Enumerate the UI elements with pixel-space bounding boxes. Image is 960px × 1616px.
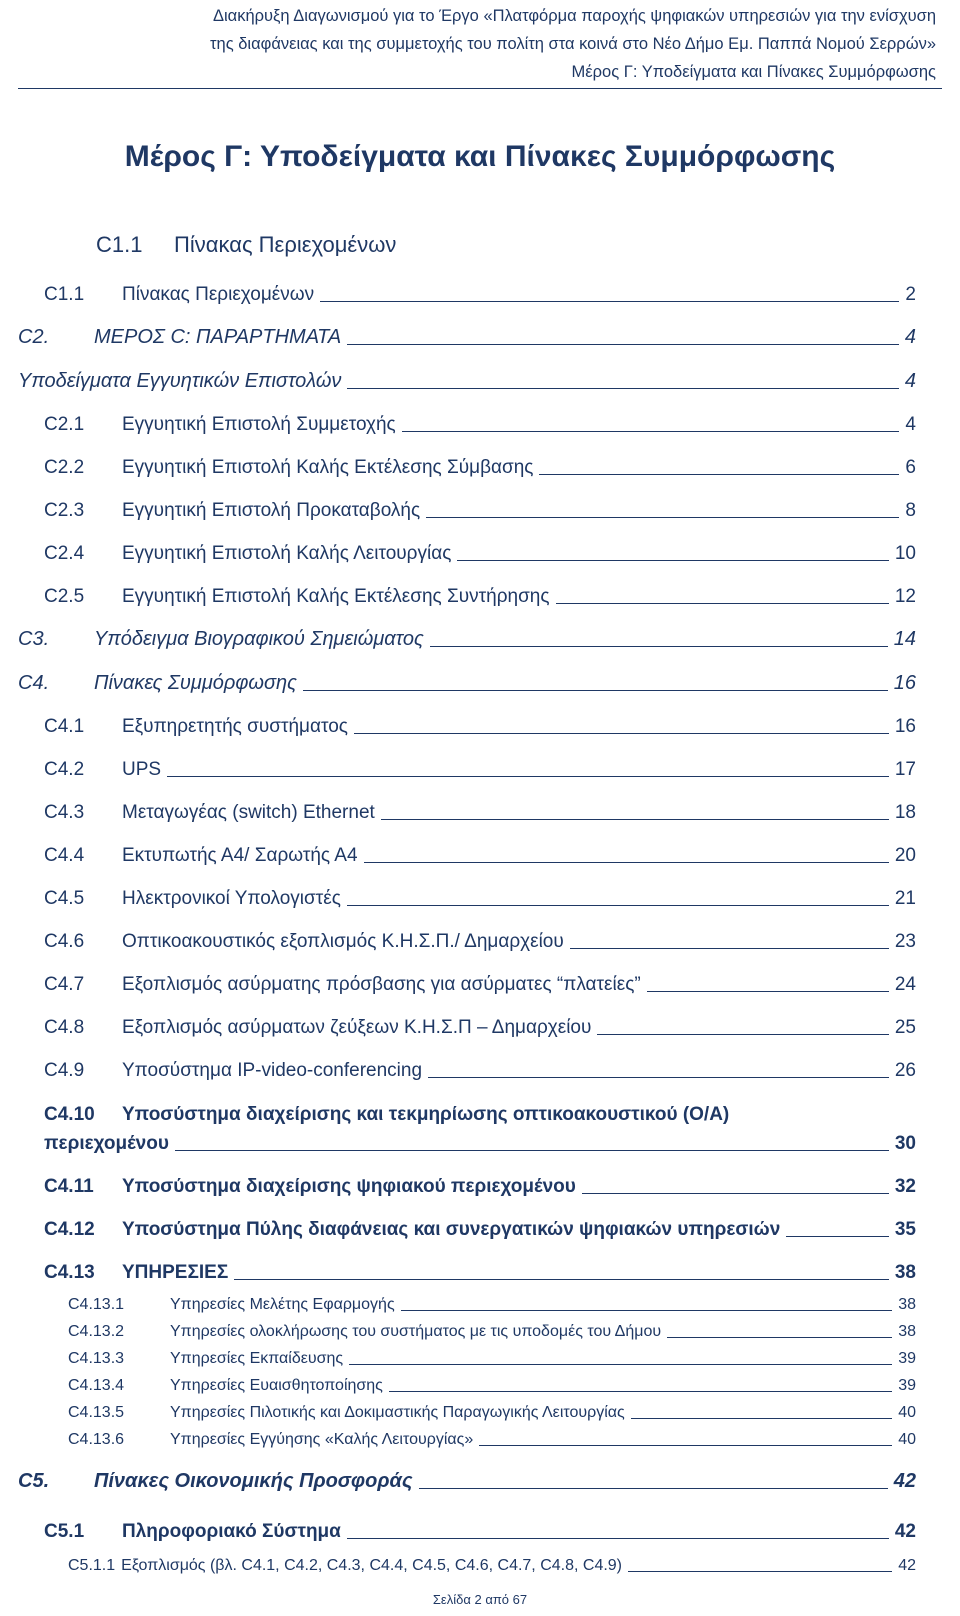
toc-entry[interactable] — [44, 1017, 916, 1039]
toc-entry-number: C4. — [18, 672, 50, 694]
toc-entry[interactable] — [44, 500, 916, 522]
toc-leader — [539, 474, 899, 475]
toc-entry-page: 4 — [904, 326, 916, 348]
toc-entry[interactable] — [44, 1262, 916, 1284]
toc-entry-label: Εγγυητική Επιστολή Καλής Λειτουργίας — [122, 543, 452, 564]
toc-entry-number: C2.3 — [44, 500, 85, 521]
toc-entry-label: Υποσύστημα Πύλης διαφάνειας και συνεργατικών ψηφιακών υπηρεσιών — [122, 1219, 781, 1240]
toc-entry-label: Υπηρεσίες Ευαισθητοποίησης — [170, 1377, 383, 1394]
toc-leader — [347, 905, 889, 906]
toc-leader — [667, 1337, 892, 1338]
toc-leader — [354, 733, 889, 734]
toc-entry[interactable] — [44, 759, 916, 781]
toc-entry-number: C4.13.3 — [68, 1350, 125, 1367]
toc-leader — [631, 1418, 892, 1419]
toc-entry[interactable] — [44, 1176, 916, 1198]
toc-entry-number: C4.13.4 — [68, 1377, 125, 1394]
toc-entry[interactable] — [44, 802, 916, 824]
toc-heading-number: C1.1 — [96, 232, 143, 257]
toc-entry-number: C2. — [18, 326, 50, 348]
toc-entry-label: Εγγυητική Επιστολή Συμμετοχής — [122, 414, 396, 435]
toc-entry-page: 38 — [898, 1323, 916, 1340]
toc-entry[interactable] — [44, 586, 916, 608]
toc-entry-page: 8 — [905, 500, 916, 521]
toc-entry-number: C4.7 — [44, 974, 85, 995]
toc-leader — [457, 560, 889, 561]
toc-entry[interactable] — [68, 1431, 916, 1449]
toc-leader — [556, 603, 889, 604]
toc-entry-label: Εγγυητική Επιστολή Προκαταβολής — [122, 500, 421, 521]
toc-entry[interactable] — [18, 628, 916, 651]
toc-entry[interactable] — [44, 414, 916, 436]
toc-leader — [320, 301, 899, 302]
toc-leader — [381, 819, 889, 820]
toc-leader — [175, 1150, 889, 1151]
toc-entry[interactable] — [44, 931, 916, 953]
toc-entry-wrapped[interactable] — [44, 1104, 729, 1126]
toc-entry-page: 23 — [894, 931, 916, 952]
toc-entry-page: 20 — [894, 845, 916, 866]
toc-entry-number: C4.13.1 — [68, 1296, 125, 1313]
toc-entry-page: 16 — [894, 716, 916, 737]
toc-entry-label: Υποσύστημα διαχείρισης ψηφιακού περιεχομένου — [122, 1176, 576, 1197]
toc-entry-label: Ηλεκτρονικοί Υπολογιστές — [122, 888, 341, 909]
toc-entry-number: C4.13 — [44, 1262, 95, 1283]
toc-leader — [303, 690, 888, 691]
toc-entry-label: ΥΠΗΡΕΣΙΕΣ — [122, 1262, 229, 1283]
toc-entry[interactable] — [68, 1296, 916, 1314]
toc-entry-page: 26 — [894, 1060, 916, 1081]
toc-entry-page: 35 — [894, 1219, 916, 1240]
toc-entry-label: Υπηρεσίες Εγγύησης «Καλής Λειτουργίας» — [170, 1431, 474, 1448]
toc-entry-page: 39 — [898, 1350, 916, 1367]
header-line-2: της διαφάνειας και της συμμετοχής του πολίτη στα κοινά στο Νέο Δήμο Εμ. Παππά Νομού Σερρών» — [210, 35, 936, 53]
toc-leader — [349, 1364, 892, 1365]
toc-leader — [597, 1034, 888, 1035]
toc-entry-page: 39 — [898, 1377, 916, 1394]
toc-entry-number: C4.3 — [44, 802, 85, 823]
toc-entry[interactable] — [68, 1377, 916, 1395]
toc-entry[interactable] — [68, 1557, 916, 1575]
toc-entry-number: C2.1 — [44, 414, 85, 435]
toc-entry-number: C4.13.2 — [68, 1323, 125, 1340]
toc-entry-number: C4.13.6 — [68, 1431, 125, 1448]
toc-entry[interactable] — [44, 888, 916, 910]
toc-entry-label: Οπτικοακουστικός εξοπλισμός Κ.Η.Σ.Π./ Δημαρχείου — [122, 931, 564, 952]
toc-leader — [364, 862, 889, 863]
page-title: Μέρος Γ: Υποδείγματα και Πίνακες Συμμόρφωσης — [124, 140, 836, 173]
toc-entry-page: 12 — [894, 586, 916, 607]
toc-entry[interactable] — [18, 326, 916, 349]
toc-leader — [347, 388, 898, 389]
toc-entry[interactable] — [18, 1470, 916, 1493]
toc-entry-page: 18 — [894, 802, 916, 823]
toc-entry-number: C4.4 — [44, 845, 85, 866]
toc-entry-label: UPS — [122, 759, 162, 780]
toc-entry-number: C1.1 — [44, 284, 85, 305]
toc-entry-number: C4.6 — [44, 931, 85, 952]
toc-entry[interactable] — [44, 284, 916, 306]
toc-entry-number: C4.12 — [44, 1219, 95, 1240]
toc-entry-page: 10 — [894, 543, 916, 564]
header-line-3: Μέρος Γ: Υποδείγματα και Πίνακες Συμμόρφωσης — [571, 63, 936, 81]
toc-entry[interactable] — [44, 845, 916, 867]
toc-entry-number: C3. — [18, 628, 50, 650]
toc-entry-number: C4.10 — [44, 1104, 95, 1125]
toc-entry-label: Πληροφοριακό Σύστημα — [122, 1521, 341, 1542]
toc-entry-page: 4 — [904, 370, 916, 392]
toc-leader — [389, 1391, 892, 1392]
toc-entry-page: 16 — [893, 672, 916, 694]
header-line-1: Διακήρυξη Διαγωνισμού για το Έργο «Πλατφόρμα παροχής ψηφιακών υπηρεσιών για την ενίσχυση — [212, 7, 936, 25]
toc-entry-page: 40 — [898, 1404, 916, 1421]
toc-entry-page: 40 — [898, 1431, 916, 1448]
toc-entry-label: Πίνακες Οικονομικής Προσφοράς — [94, 1470, 413, 1492]
toc-leader — [419, 1488, 888, 1489]
toc-entry-number: C5. — [18, 1470, 50, 1492]
toc-entry-number: C2.5 — [44, 586, 85, 607]
toc-entry-number: C4.11 — [44, 1176, 94, 1197]
toc-leader — [570, 948, 889, 949]
toc-leader — [167, 776, 889, 777]
toc-entry-page: 42 — [894, 1521, 916, 1542]
toc-leader — [430, 646, 888, 647]
toc-entry-page: 42 — [898, 1557, 916, 1574]
toc-entry[interactable] — [68, 1404, 916, 1422]
toc-entry-label: Πίνακας Περιεχομένων — [122, 284, 315, 305]
toc-entry-label: Εγγυητική Επιστολή Καλής Εκτέλεσης Συντήρησης — [122, 586, 550, 607]
toc-entry-page: 24 — [894, 974, 916, 995]
toc-entry-number: C5.1 — [44, 1521, 85, 1542]
toc-entry-label: Υποσύστημα διαχείρισης και τεκμηρίωσης οπτικοακουστικού (Ο/Α) — [122, 1104, 730, 1125]
toc-leader — [234, 1279, 889, 1280]
page-footer: Σελίδα 2 από 67 — [432, 1592, 528, 1607]
toc-entry-label: Εκτυπωτής Α4/ Σαρωτής Α4 — [122, 845, 358, 866]
toc-entry[interactable] — [44, 1060, 916, 1082]
toc-entry-continuation[interactable] — [44, 1133, 916, 1155]
toc-leader — [479, 1445, 892, 1446]
toc-entry-number: C4.13.5 — [68, 1404, 125, 1421]
toc-entry-label: Εξοπλισμός ασύρματης πρόσβασης για ασύρματες “πλατείες” — [122, 974, 641, 995]
toc-entry[interactable] — [44, 457, 916, 479]
toc-entry-label: Υπόδειγμα Βιογραφικού Σημειώματος — [94, 628, 424, 650]
toc-leader — [428, 1077, 889, 1078]
toc-entry-number: C2.4 — [44, 543, 85, 564]
toc-entry-number: C2.2 — [44, 457, 85, 478]
toc-entry-page: 14 — [893, 628, 916, 650]
toc-leader — [786, 1236, 889, 1237]
toc-entry-label: Υπηρεσίες Μελέτης Εφαρμογής — [170, 1296, 395, 1313]
toc-entry[interactable] — [18, 370, 916, 393]
toc-entry-page: 17 — [894, 759, 916, 780]
toc-entry[interactable] — [44, 1219, 916, 1241]
toc-entry-number: C4.1 — [44, 716, 85, 737]
toc-entry[interactable] — [44, 716, 916, 738]
toc-entry[interactable] — [44, 543, 916, 565]
toc-heading-label: Πίνακας Περιεχομένων — [174, 232, 397, 257]
toc-entry[interactable] — [44, 974, 916, 996]
toc-entry-page: 32 — [894, 1176, 916, 1197]
toc-entry-number: C4.9 — [44, 1060, 85, 1081]
toc-entry[interactable] — [18, 672, 916, 695]
toc-entry-label-continued: περιεχομένου — [44, 1133, 169, 1154]
toc-leader — [582, 1193, 889, 1194]
toc-entry-label: Μεταγωγέας (switch) Ethernet — [122, 802, 375, 823]
toc-entry-page: 2 — [905, 284, 916, 305]
toc-entry-label: ΜΕΡΟΣ C: ΠΑΡΑΡΤΗΜΑΤΑ — [94, 326, 342, 348]
toc-entry[interactable] — [68, 1323, 916, 1341]
toc-entry-label: Υποδείγματα Εγγυητικών Επιστολών — [18, 370, 342, 392]
toc-leader — [628, 1571, 892, 1572]
toc-entry-page: 38 — [894, 1262, 916, 1283]
toc-entry-page: 38 — [898, 1296, 916, 1313]
toc-entry-number: C4.2 — [44, 759, 85, 780]
toc-entry-label: Εξοπλισμός ασύρματων ζεύξεων Κ.Η.Σ.Π – Δημαρχείου — [122, 1017, 592, 1038]
toc-leader — [347, 344, 899, 345]
toc-entry-page: 21 — [894, 888, 916, 909]
toc-entry-label: Υπηρεσίες ολοκλήρωσης του συστήματος με τις υποδομές του Δήμου — [170, 1323, 662, 1340]
toc-entry-label: Εγγυητική Επιστολή Καλής Εκτέλεσης Σύμβασης — [122, 457, 534, 478]
toc-entry-page: 6 — [905, 457, 916, 478]
toc-entry-label: Υπηρεσίες Εκπαίδευσης — [170, 1350, 344, 1367]
toc-entry-label: Εξυπηρετητής συστήματος — [122, 716, 348, 737]
toc-entry[interactable] — [68, 1350, 916, 1368]
toc-entry-label: Εξοπλισμός (βλ. C4.1, C4.2, C4.3, C4.4, C4.5, C4.6, C4.7, C4.8, C4.9) — [121, 1557, 623, 1574]
toc-entry-label: Πίνακες Συμμόρφωσης — [94, 672, 297, 694]
toc-entry-page: 30 — [894, 1133, 916, 1154]
toc-entry-number: C5.1.1 — [68, 1557, 116, 1574]
toc-leader — [426, 517, 899, 518]
toc-entry-number: C4.5 — [44, 888, 85, 909]
toc-leader — [402, 431, 900, 432]
toc-leader — [347, 1538, 889, 1539]
toc-leader — [401, 1310, 893, 1311]
toc-leader — [647, 991, 889, 992]
toc-entry-page: 42 — [893, 1470, 916, 1492]
toc-entry-label: Υποσύστημα IP-video-conferencing — [122, 1060, 423, 1081]
toc-entry-label: Υπηρεσίες Πιλοτικής και Δοκιμαστικής Παραγωγικής Λειτουργίας — [170, 1404, 625, 1421]
toc-entry-page: 4 — [905, 414, 916, 435]
toc-entry[interactable] — [44, 1521, 916, 1543]
toc-entry-page: 25 — [894, 1017, 916, 1038]
toc-entry-number: C4.8 — [44, 1017, 85, 1038]
